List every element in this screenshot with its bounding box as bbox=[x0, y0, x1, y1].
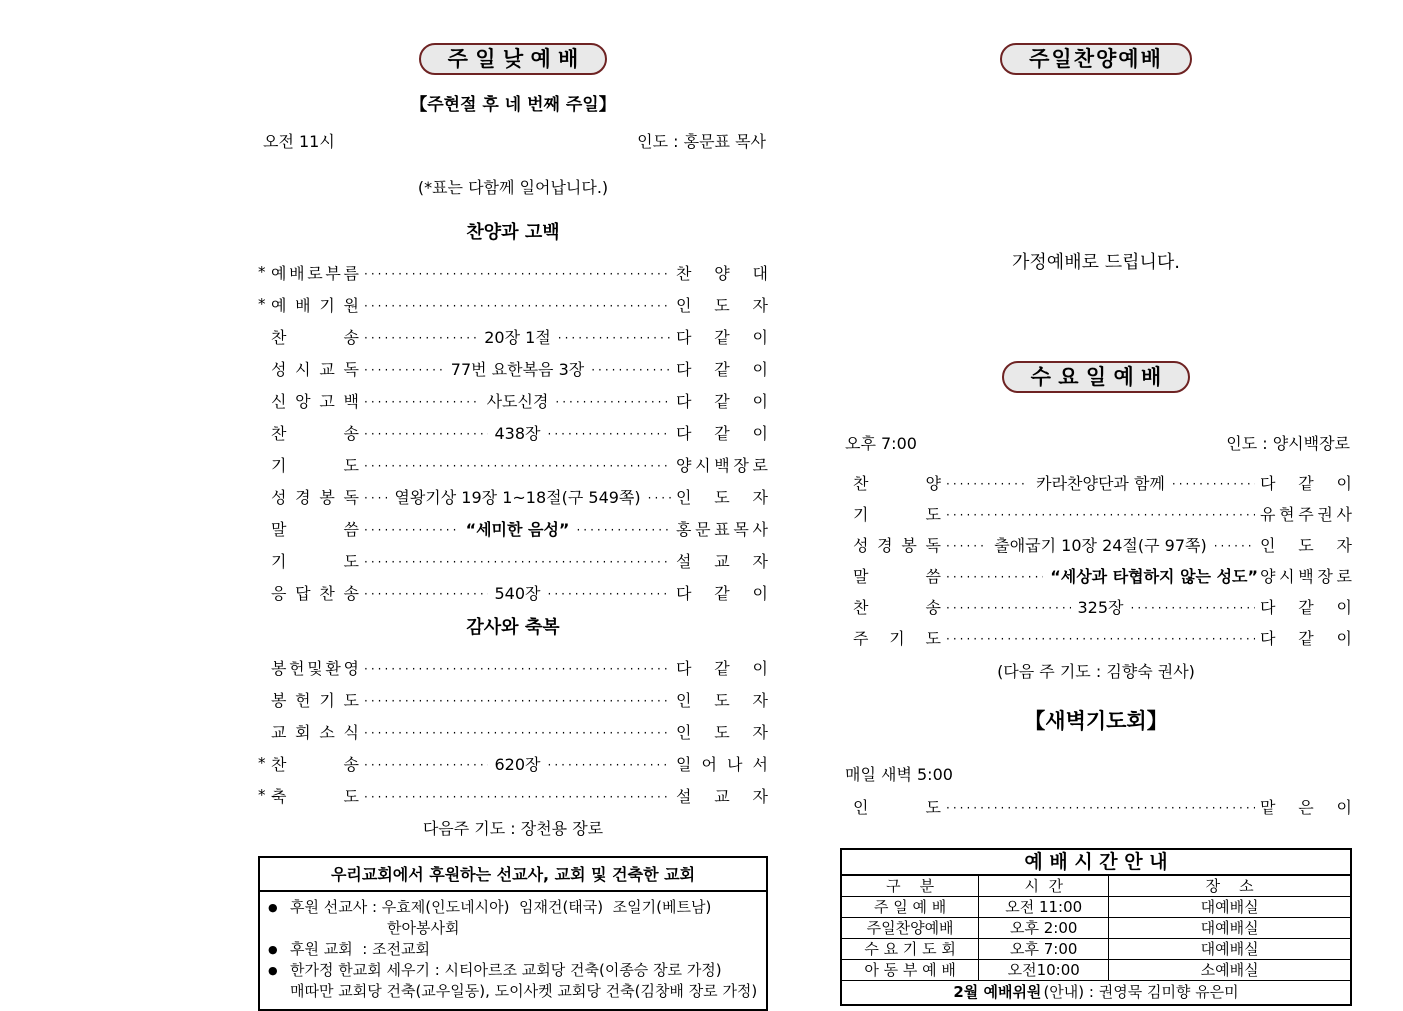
order-row bbox=[840, 791, 1352, 822]
wednesday-order-list bbox=[840, 467, 1352, 653]
order-item-detail: “세미한 음성” bbox=[465, 519, 570, 539]
bullet-icon: ● bbox=[268, 943, 278, 956]
order-item-assignee: 찬 양 대 bbox=[676, 263, 768, 283]
order-item-label: 예 배 기 원 bbox=[271, 295, 359, 315]
dotted-leader bbox=[364, 423, 488, 442]
order-item-detail: 620장 bbox=[494, 754, 541, 774]
sunday-worship-title: 주 일 낮 예 배 bbox=[419, 43, 608, 75]
order-row bbox=[840, 560, 1352, 591]
order-item-assignee: 일 어 나 서 bbox=[676, 754, 768, 774]
dotted-leader bbox=[946, 628, 1255, 647]
mission-support-body bbox=[260, 892, 766, 1009]
order-item-assignee: 다 같 이 bbox=[1260, 474, 1353, 493]
order-row bbox=[258, 651, 768, 683]
worship-order-list-2 bbox=[258, 651, 768, 811]
order-item-label: 신 앙 고 백 bbox=[271, 391, 359, 411]
dotted-leader bbox=[1214, 535, 1255, 554]
schedule-footer-bold: 2월 예배위원 bbox=[953, 983, 1042, 1001]
dotted-leader bbox=[364, 722, 671, 741]
dotted-leader bbox=[364, 455, 671, 474]
dotted-leader bbox=[364, 658, 671, 677]
dotted-leader bbox=[1172, 473, 1255, 492]
schedule-row bbox=[841, 939, 1351, 960]
section-title-praise-confession: 찬양과 고백 bbox=[466, 222, 560, 243]
support-text: 한가정 한교회 세우기 : 시티아르조 교회당 건축(이종승 장로 가정) bbox=[290, 961, 722, 979]
order-item-assignee: 인 도 자 bbox=[676, 690, 768, 710]
praise-worship-title: 주일찬양예배 bbox=[1000, 43, 1192, 75]
dotted-leader bbox=[364, 690, 671, 709]
dotted-leader bbox=[548, 754, 672, 773]
schedule-cell: 오후 2:00 bbox=[979, 918, 1109, 939]
schedule-title: 예 배 시 간 안 내 bbox=[841, 849, 1351, 875]
next-week-prayer: 다음주 기도 : 장천용 장로 bbox=[422, 819, 604, 838]
order-item-detail: 출애굽기 10장 24절(구 97쪽) bbox=[994, 536, 1207, 555]
liturgical-week-subtitle: 【주현절 후 네 번째 주일】 bbox=[410, 95, 616, 115]
left-column-sunday-worship bbox=[258, 0, 768, 1011]
bullet-icon: ● bbox=[268, 901, 278, 914]
order-item-label: 주 기 도 bbox=[853, 629, 941, 648]
order-row bbox=[258, 747, 768, 779]
wednesday-time: 오후 7:00 bbox=[845, 434, 917, 453]
order-item-assignee: 인 도 자 bbox=[676, 295, 768, 315]
order-item-detail: 540장 bbox=[494, 583, 541, 603]
order-item-assignee: 다 같 이 bbox=[1260, 629, 1352, 648]
order-row bbox=[258, 288, 768, 320]
dotted-leader bbox=[946, 597, 1071, 616]
order-item-label: 찬 양 bbox=[853, 474, 941, 493]
schedule-cell: 주 일 예 배 bbox=[841, 897, 979, 918]
stand-marker: * bbox=[258, 263, 266, 281]
dotted-leader bbox=[555, 391, 671, 410]
bullet-icon: ● bbox=[268, 964, 278, 977]
order-item-label: 찬 송 bbox=[271, 423, 359, 443]
dotted-leader bbox=[548, 583, 672, 602]
dotted-leader bbox=[364, 487, 387, 506]
schedule-header-row bbox=[841, 875, 1351, 897]
dawn-prayer-time: 매일 새벽 5:00 bbox=[845, 765, 953, 784]
schedule-col-header: 구 분 bbox=[841, 875, 979, 897]
order-item-label: 기 도 bbox=[271, 455, 359, 475]
order-row bbox=[258, 779, 768, 811]
order-item-assignee: 양 시 백 장 로 bbox=[1260, 567, 1352, 586]
dotted-leader bbox=[548, 423, 672, 442]
dotted-leader bbox=[946, 504, 1255, 523]
schedule-table bbox=[840, 848, 1352, 1006]
dotted-leader bbox=[364, 754, 488, 773]
dotted-leader bbox=[576, 519, 671, 538]
wednesday-leader: 인도 : 양시백장로 bbox=[1226, 434, 1350, 453]
dotted-leader bbox=[364, 295, 671, 314]
order-item-assignee: 인 도 자 bbox=[1260, 536, 1352, 555]
schedule-row bbox=[841, 918, 1351, 939]
order-item-label: 찬 송 bbox=[271, 327, 359, 347]
order-item-detail: 사도신경 bbox=[486, 391, 549, 411]
schedule-cell: 대예배실 bbox=[1109, 939, 1351, 960]
order-row bbox=[258, 256, 768, 288]
order-item-label: 성 경 봉 독 bbox=[271, 487, 359, 507]
order-row bbox=[258, 512, 768, 544]
order-row bbox=[840, 529, 1352, 560]
support-text: 후원 교회 : 조전교회 bbox=[290, 940, 431, 958]
dotted-leader bbox=[364, 327, 477, 346]
order-item-label: 찬 송 bbox=[271, 754, 359, 774]
order-item-assignee: 설 교 자 bbox=[676, 551, 768, 571]
dotted-leader bbox=[946, 535, 987, 554]
order-item-detail: “세상과 타협하지 않는 성도” bbox=[1050, 567, 1258, 586]
schedule-cell: 대예배실 bbox=[1109, 918, 1351, 939]
order-item-assignee: 홍 문 표 목 사 bbox=[676, 519, 768, 539]
order-item-detail: 438장 bbox=[494, 423, 541, 443]
order-item-label: 봉 헌 및 환 영 bbox=[271, 658, 359, 678]
mission-support-box bbox=[258, 856, 768, 1011]
order-item-assignee: 유 현 주 권 사 bbox=[1260, 505, 1352, 524]
order-item-detail: 20장 1절 bbox=[484, 327, 551, 347]
order-item-label: 응 답 찬 송 bbox=[271, 583, 359, 603]
order-item-assignee: 인 도 자 bbox=[676, 487, 769, 507]
order-item-assignee: 다 같 이 bbox=[676, 423, 768, 443]
dotted-leader bbox=[648, 487, 671, 506]
schedule-row bbox=[841, 960, 1351, 981]
order-item-detail: 325장 bbox=[1077, 598, 1124, 617]
wednesday-worship-title: 수 요 일 예 배 bbox=[1002, 361, 1191, 393]
order-row bbox=[258, 384, 768, 416]
order-row bbox=[840, 498, 1352, 529]
order-item-label: 말 씀 bbox=[271, 519, 359, 539]
schedule-footer bbox=[841, 981, 1351, 1006]
order-item-label: 예 배 로 부 름 bbox=[271, 263, 359, 283]
section-title-thanks-blessing: 감사와 축복 bbox=[466, 617, 560, 638]
support-line bbox=[268, 960, 758, 981]
order-item-label: 인 도 bbox=[853, 798, 941, 817]
schedule-col-header: 장 소 bbox=[1109, 875, 1351, 897]
order-item-label: 기 도 bbox=[271, 551, 359, 571]
schedule-footer-row bbox=[841, 981, 1351, 1006]
order-item-label: 성 시 교 독 bbox=[271, 359, 359, 379]
dotted-leader bbox=[591, 359, 671, 378]
order-item-label: 교 회 소 식 bbox=[271, 722, 359, 742]
order-item-assignee: 설 교 자 bbox=[676, 786, 768, 806]
order-item-detail: 77번 요한복음 3장 bbox=[450, 359, 585, 379]
stand-marker: * bbox=[258, 786, 266, 804]
order-item-label: 말 씀 bbox=[853, 567, 941, 586]
dotted-leader bbox=[364, 786, 671, 805]
worship-order-list-1 bbox=[258, 256, 768, 608]
order-row bbox=[258, 416, 768, 448]
service-time: 오전 11시 bbox=[263, 132, 335, 151]
order-item-assignee: 다 같 이 bbox=[676, 391, 769, 411]
order-item-label: 찬 송 bbox=[853, 598, 941, 617]
order-row bbox=[840, 622, 1352, 653]
order-item-assignee: 다 같 이 bbox=[676, 583, 768, 603]
dotted-leader bbox=[364, 391, 480, 410]
wednesday-time-row bbox=[840, 431, 1352, 454]
support-text: 한아봉사회 bbox=[387, 919, 460, 937]
order-row bbox=[258, 352, 768, 384]
order-item-assignee: 다 같 이 bbox=[1260, 598, 1352, 617]
order-item-detail: 열왕기상 19장 1~18절(구 549쪽) bbox=[394, 487, 641, 507]
order-item-label: 축 도 bbox=[271, 786, 359, 806]
dotted-leader bbox=[946, 473, 1029, 492]
order-item-assignee: 양 시 백 장 로 bbox=[676, 455, 768, 475]
schedule-footer-text: (안내) : 권영묵 김미향 유은미 bbox=[1043, 983, 1239, 1001]
order-item-detail: 카라찬양단과 함께 bbox=[1036, 474, 1165, 493]
order-row bbox=[258, 576, 768, 608]
schedule-cell: 주일찬양예배 bbox=[841, 918, 979, 939]
schedule-cell: 오후 7:00 bbox=[979, 939, 1109, 960]
order-item-label: 봉 헌 기 도 bbox=[271, 690, 359, 710]
stand-marker: * bbox=[258, 295, 266, 313]
stand-marker: * bbox=[258, 754, 266, 772]
dawn-order-list bbox=[840, 791, 1352, 822]
schedule-cell: 대예배실 bbox=[1109, 897, 1351, 918]
schedule-row bbox=[841, 897, 1351, 918]
service-time-row bbox=[258, 129, 768, 152]
support-text: 후원 선교사 : 우효제(인도네시아) 임재건(태국) 조일기(베트남) bbox=[290, 898, 712, 916]
order-row bbox=[258, 448, 768, 480]
stand-note: (*표는 다함께 일어납니다.) bbox=[417, 178, 609, 197]
support-line bbox=[268, 939, 758, 960]
wednesday-next-prayer: (다음 주 기도 : 김향숙 권사) bbox=[997, 662, 1195, 681]
schedule-col-header: 시 간 bbox=[979, 875, 1109, 897]
order-item-label: 기 도 bbox=[853, 505, 941, 524]
order-item-assignee: 다 같 이 bbox=[676, 327, 769, 347]
order-row bbox=[840, 467, 1352, 498]
support-line bbox=[268, 897, 758, 918]
dotted-leader bbox=[364, 359, 444, 378]
schedule-cell: 오전 11:00 bbox=[979, 897, 1109, 918]
schedule-cell: 아 동 부 예 배 bbox=[841, 960, 979, 981]
dotted-leader bbox=[946, 797, 1255, 816]
dotted-leader bbox=[364, 263, 671, 282]
service-leader: 인도 : 홍문표 목사 bbox=[637, 132, 766, 151]
order-row bbox=[258, 320, 768, 352]
home-worship-notice: 가정예배로 드립니다. bbox=[1012, 252, 1180, 273]
order-row bbox=[258, 480, 768, 512]
schedule-cell: 오전10:00 bbox=[979, 960, 1109, 981]
dotted-leader bbox=[364, 583, 488, 602]
schedule-cell: 수 요 기 도 회 bbox=[841, 939, 979, 960]
dawn-prayer-title: 【새벽기도회】 bbox=[1024, 709, 1168, 733]
dotted-leader bbox=[364, 519, 459, 538]
support-line bbox=[268, 918, 758, 939]
schedule-title-row bbox=[841, 849, 1351, 875]
schedule-cell: 소예배실 bbox=[1109, 960, 1351, 981]
order-row bbox=[258, 715, 768, 747]
order-row bbox=[840, 591, 1352, 622]
order-row bbox=[258, 544, 768, 576]
order-item-assignee: 맡 은 이 bbox=[1260, 798, 1352, 817]
order-item-assignee: 다 같 이 bbox=[676, 359, 769, 379]
order-row bbox=[258, 683, 768, 715]
dotted-leader bbox=[364, 551, 671, 570]
order-item-assignee: 다 같 이 bbox=[676, 658, 768, 678]
dotted-leader bbox=[1131, 597, 1256, 616]
dotted-leader bbox=[946, 566, 1043, 585]
order-item-label: 성 경 봉 독 bbox=[853, 536, 941, 555]
mission-support-title: 우리교회에서 후원하는 선교사, 교회 및 건축한 교회 bbox=[260, 858, 766, 892]
right-column-services bbox=[840, 0, 1352, 1011]
support-text: 매따만 교회당 건축(교우일동), 도이사켓 교회당 건축(김창배 장로 가정) bbox=[290, 982, 758, 1000]
order-item-assignee: 인 도 자 bbox=[676, 722, 768, 742]
dotted-leader bbox=[558, 327, 671, 346]
